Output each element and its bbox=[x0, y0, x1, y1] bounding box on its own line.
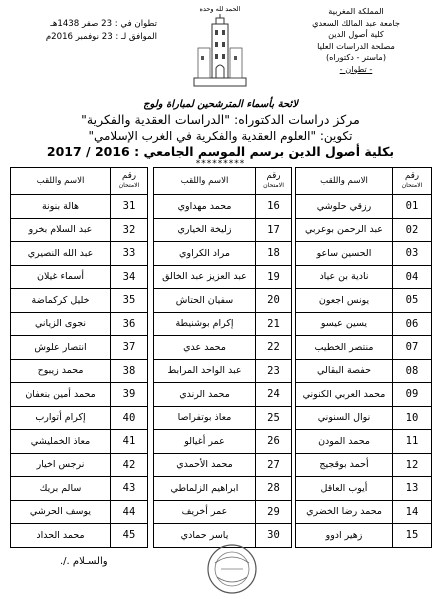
exam-number: 28 bbox=[256, 477, 292, 501]
candidate-name: سالم بريك bbox=[11, 477, 111, 501]
exam-number: 21 bbox=[256, 312, 292, 336]
candidate-name: محمد الأحمدي bbox=[154, 453, 256, 477]
table-row bbox=[11, 383, 148, 407]
table-row bbox=[154, 383, 292, 407]
table-row bbox=[154, 218, 292, 242]
candidate-name: نرجس اخيار bbox=[11, 453, 111, 477]
exam-number: 18 bbox=[256, 242, 292, 266]
candidates-table-3 bbox=[10, 167, 148, 548]
exam-number: 06 bbox=[393, 312, 432, 336]
table-row bbox=[296, 500, 432, 524]
candidate-name: إكرام بوشنيطة bbox=[154, 312, 256, 336]
table-row bbox=[154, 359, 292, 383]
header-number-top: رقم bbox=[266, 171, 281, 181]
exam-number: 35 bbox=[111, 289, 148, 313]
candidate-name: عبد الله النصيري bbox=[11, 242, 111, 266]
table-row bbox=[11, 312, 148, 336]
exam-number: 17 bbox=[256, 218, 292, 242]
exam-number: 30 bbox=[256, 524, 292, 548]
table-row bbox=[296, 289, 432, 313]
exam-number: 43 bbox=[111, 477, 148, 501]
candidate-name: أسماء غيلان bbox=[11, 265, 111, 289]
table-row bbox=[11, 336, 148, 360]
table-row bbox=[296, 359, 432, 383]
candidate-name: عبد السلام بخرو bbox=[11, 218, 111, 242]
candidate-name: عبد الرحمن بوعربي bbox=[296, 218, 393, 242]
table-row bbox=[154, 312, 292, 336]
exam-number: 34 bbox=[111, 265, 148, 289]
candidate-name: منتصر الخطيب bbox=[296, 336, 393, 360]
candidates-table-2 bbox=[153, 167, 292, 548]
date-gregorian: الموافق لـ : 23 نوفمبر 2016م bbox=[45, 32, 157, 42]
candidate-name: زهير ادوو bbox=[296, 524, 393, 548]
candidate-name: رزقي حلوشي bbox=[296, 195, 393, 219]
name-header: الاسم واللقب bbox=[154, 168, 256, 195]
exam-number: 20 bbox=[256, 289, 292, 313]
table-row bbox=[11, 406, 148, 430]
exam-number: 19 bbox=[256, 265, 292, 289]
exam-number: 39 bbox=[111, 383, 148, 407]
candidate-name: محمد مهداوي bbox=[154, 195, 256, 219]
candidate-name: يسين عيسو bbox=[296, 312, 393, 336]
table-row bbox=[296, 265, 432, 289]
exam-number: 36 bbox=[111, 312, 148, 336]
candidate-name: عبد العزيز عبد الخالق bbox=[154, 265, 256, 289]
header-line: جامعة عبد المالك السعدي bbox=[312, 17, 400, 28]
university-logo bbox=[190, 14, 250, 92]
candidate-name: خليل كركماضة bbox=[11, 289, 111, 313]
exam-number: 04 bbox=[393, 265, 432, 289]
candidate-name: معاذ الخمليشي bbox=[11, 430, 111, 454]
header-number-bottom: الامتحان bbox=[401, 182, 423, 189]
table-row bbox=[154, 406, 292, 430]
exam-number: 40 bbox=[111, 406, 148, 430]
table-row bbox=[154, 195, 292, 219]
exam-number: 31 bbox=[111, 195, 148, 219]
candidate-name: أحمد بوقجيج bbox=[296, 453, 393, 477]
name-header: الاسم واللقب bbox=[11, 168, 111, 195]
academic-year: بكلية أصول الدين برسم الموسم الجامعي : 2016 / 2017 bbox=[46, 144, 395, 159]
table-row bbox=[11, 477, 148, 501]
candidate-name: أيوب العاقل bbox=[296, 477, 393, 501]
candidate-name: هالة بنونة bbox=[11, 195, 111, 219]
candidate-name: نجوى الزياني bbox=[11, 312, 111, 336]
header-line: (ماستر - دكتوراه) bbox=[325, 52, 387, 62]
table-row bbox=[154, 242, 292, 266]
table-row bbox=[154, 265, 292, 289]
training-program: تكوين: "العلوم العقدية والفكرية في الغرب الإسلامي" bbox=[88, 129, 353, 143]
separator-stars: ********* bbox=[195, 159, 246, 169]
candidate-name: عبد الواحد المرابط bbox=[154, 359, 256, 383]
table-row bbox=[154, 430, 292, 454]
candidate-name: عمر أغيالو bbox=[154, 430, 256, 454]
table-row bbox=[296, 477, 432, 501]
table-row bbox=[296, 312, 432, 336]
candidate-name: عمر أخريف bbox=[154, 500, 256, 524]
candidate-name: محمد العربي الكنوني bbox=[296, 383, 393, 407]
table-row bbox=[296, 430, 432, 454]
candidate-name: ابراهيم الزلماطي bbox=[154, 477, 256, 501]
candidate-name: سفيان الحتاش bbox=[154, 289, 256, 313]
exam-number: 33 bbox=[111, 242, 148, 266]
exam-number: 12 bbox=[393, 453, 432, 477]
exam-number: 41 bbox=[111, 430, 148, 454]
candidate-name: مراد الكراوي bbox=[154, 242, 256, 266]
exam-number: 08 bbox=[393, 359, 432, 383]
exam-number: 22 bbox=[256, 336, 292, 360]
candidate-name: محمد زيبوح bbox=[11, 359, 111, 383]
exam-number: 32 bbox=[111, 218, 148, 242]
basmala: الحمد لله وحده bbox=[199, 5, 241, 13]
table-row bbox=[11, 195, 148, 219]
table-row bbox=[11, 453, 148, 477]
table-row bbox=[296, 336, 432, 360]
exam-number-header bbox=[111, 168, 148, 195]
name-header: الاسم واللقب bbox=[296, 168, 393, 195]
candidate-name: محمد المودن bbox=[296, 430, 393, 454]
candidate-name: يونس اجعون bbox=[296, 289, 393, 313]
header-line: مصلحة الدراسات العليا bbox=[317, 40, 395, 51]
table-row bbox=[154, 477, 292, 501]
table-row bbox=[11, 265, 148, 289]
closing-salutation: والسـلام ./. bbox=[60, 556, 108, 567]
exam-number: 38 bbox=[111, 359, 148, 383]
document-titles bbox=[0, 97, 441, 168]
table-row bbox=[296, 453, 432, 477]
exam-number: 01 bbox=[393, 195, 432, 219]
candidate-name: محمد عدي bbox=[154, 336, 256, 360]
table-row bbox=[11, 289, 148, 313]
exam-number: 27 bbox=[256, 453, 292, 477]
table-row bbox=[11, 242, 148, 266]
candidate-name: محمد الحداد bbox=[11, 524, 111, 548]
exam-number: 45 bbox=[111, 524, 148, 548]
exam-number: 23 bbox=[256, 359, 292, 383]
document-title: لائحة بأسماء المترشحين لمباراة ولوج bbox=[143, 99, 298, 110]
exam-number: 03 bbox=[393, 242, 432, 266]
table-row bbox=[154, 500, 292, 524]
candidate-name: معاذ بوتفراصا bbox=[154, 406, 256, 430]
table-row bbox=[11, 218, 148, 242]
exam-number: 13 bbox=[393, 477, 432, 501]
table-row bbox=[154, 453, 292, 477]
header-line: كلية أصول الدين bbox=[328, 29, 384, 39]
candidate-name: زليخة الخياري bbox=[154, 218, 256, 242]
table-row bbox=[296, 218, 432, 242]
candidate-name: انتصار علوش bbox=[11, 336, 111, 360]
table-row bbox=[11, 524, 148, 548]
candidate-name: حفصة البقالي bbox=[296, 359, 393, 383]
candidates-table-1 bbox=[295, 167, 432, 548]
exam-number-header bbox=[393, 168, 432, 195]
candidate-name: الحسين ساعو bbox=[296, 242, 393, 266]
exam-number: 11 bbox=[393, 430, 432, 454]
header-number-top: رقم bbox=[405, 171, 419, 181]
candidate-name: إكرام أتوارب bbox=[11, 406, 111, 430]
table-row bbox=[296, 524, 432, 548]
exam-number: 44 bbox=[111, 500, 148, 524]
exam-number: 02 bbox=[393, 218, 432, 242]
exam-number: 09 bbox=[393, 383, 432, 407]
table-row bbox=[296, 406, 432, 430]
exam-number: 10 bbox=[393, 406, 432, 430]
table-row bbox=[11, 430, 148, 454]
exam-number: 26 bbox=[256, 430, 292, 454]
table-row bbox=[11, 500, 148, 524]
exam-number-header bbox=[256, 168, 292, 195]
exam-number: 37 bbox=[111, 336, 148, 360]
exam-number: 29 bbox=[256, 500, 292, 524]
candidate-name: نادية بن عياد bbox=[296, 265, 393, 289]
candidate-name: يوسف الحرشي bbox=[11, 500, 111, 524]
exam-number: 24 bbox=[256, 383, 292, 407]
table-row bbox=[11, 359, 148, 383]
header-number-bottom: الامتحان bbox=[263, 182, 284, 189]
doctorate-center: مركز دراسات الدكتوراه: "الدراسات العقدية والفكرية" bbox=[81, 112, 360, 127]
header-line: المملكة المغربية bbox=[328, 6, 384, 16]
exam-number: 14 bbox=[393, 500, 432, 524]
candidate-name: محمد الرندي bbox=[154, 383, 256, 407]
exam-number: 07 bbox=[393, 336, 432, 360]
table-row bbox=[154, 336, 292, 360]
header-line: - تطوان - bbox=[339, 63, 373, 74]
exam-number: 15 bbox=[393, 524, 432, 548]
institution-header bbox=[281, 6, 431, 75]
date-header bbox=[12, 18, 157, 44]
official-stamp bbox=[203, 543, 261, 595]
header-number-bottom: الامتحان bbox=[118, 182, 140, 189]
exam-number: 16 bbox=[256, 195, 292, 219]
table-row bbox=[296, 242, 432, 266]
candidate-name: محمد رضا الخضري bbox=[296, 500, 393, 524]
exam-number: 05 bbox=[393, 289, 432, 313]
candidate-name: نوال السنوني bbox=[296, 406, 393, 430]
header-number-top: رقم bbox=[122, 171, 136, 181]
date-hijri: تطوان في : 23 صفر 1438هـ bbox=[50, 19, 157, 29]
exam-number: 42 bbox=[111, 453, 148, 477]
candidate-name: ياسر حمادي bbox=[154, 524, 256, 548]
table-row bbox=[296, 195, 432, 219]
table-row bbox=[154, 289, 292, 313]
exam-number: 25 bbox=[256, 406, 292, 430]
table-row bbox=[296, 383, 432, 407]
candidate-name: محمد أمين بنعفان bbox=[11, 383, 111, 407]
